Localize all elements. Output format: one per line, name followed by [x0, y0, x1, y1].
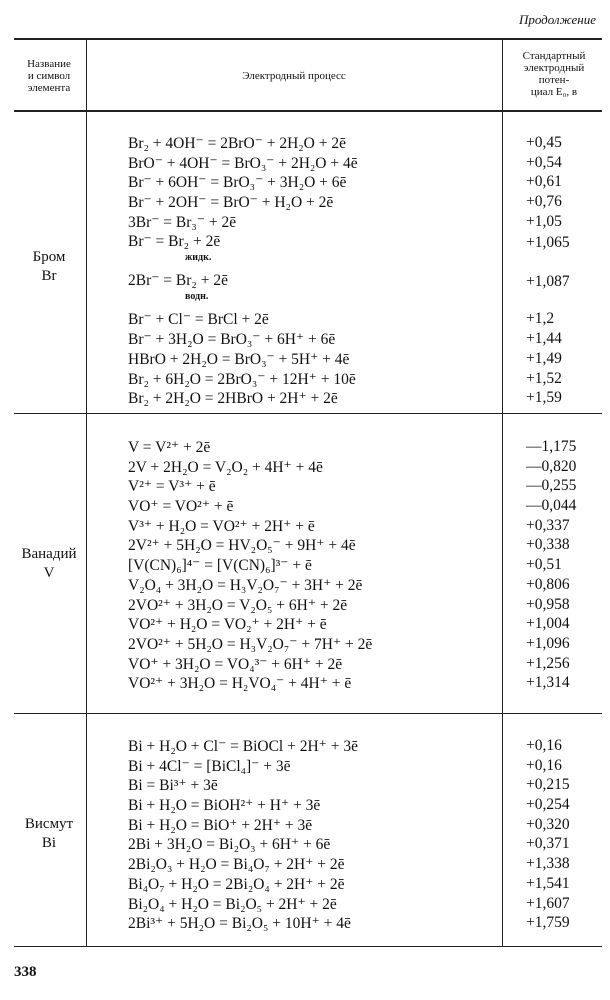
electrode-process: Br⁻ + 3H₂O = BrO₃⁻ + 6H⁺ + 6ē [128, 331, 336, 349]
section-divider [14, 413, 602, 414]
table-row [128, 458, 596, 478]
table-row [128, 438, 596, 458]
potential-value: +1,338 [526, 855, 570, 873]
table-row [128, 477, 596, 497]
electrode-process: 2Bi₂O₃ + H₂O = Bi₄O₇ + 2H⁺ + 2ē [128, 856, 345, 874]
potential-value: —0,044 [526, 497, 577, 515]
table-row [128, 330, 596, 350]
potential-value: +0,337 [526, 516, 570, 534]
potential-value: +0,45 [526, 134, 562, 151]
electrode-process: 2Bi³⁺ + 5H₂O = Bi₂O₅ + 10H⁺ + 4ē [128, 915, 351, 933]
table-row [128, 134, 596, 154]
electrode-process: Br₂ + 4OH⁻ = 2BrO⁻ + 2H₂O + 2ē [128, 135, 346, 152]
electrode-process: Bi + H₂O = BiO⁺ + 2H⁺ + 3ē [128, 816, 313, 834]
table-top-rule [14, 38, 602, 40]
potential-value: +1,314 [526, 674, 570, 692]
section-divider [14, 713, 602, 714]
table-row [128, 635, 596, 655]
header-potential: Стандартный электродный потен- циал E₀, в [522, 50, 586, 98]
table-row [128, 213, 596, 233]
potential-value: +0,320 [526, 815, 570, 833]
potential-value: +1,05 [526, 212, 562, 230]
table-row [128, 596, 596, 616]
table-row [128, 232, 596, 271]
electrode-process: Bi₄O₇ + H₂O = 2Bi₂O₄ + 2H⁺ + 2ē [128, 875, 345, 893]
electrode-process: 2VO²⁺ + 5H₂O = H₃V₂O₇⁻ + 7H⁺ + 2ē [128, 635, 373, 653]
table-row [128, 173, 596, 193]
table-row [128, 154, 596, 174]
electrode-process: V = V²⁺ + 2ē [128, 439, 211, 456]
potential-value: +1,096 [526, 634, 570, 652]
table-row [128, 674, 596, 694]
potential-value: +0,215 [526, 776, 570, 794]
electrode-process: VO⁺ = VO²⁺ + ē [128, 498, 234, 516]
potential-value: +0,76 [526, 193, 562, 211]
table-row [128, 536, 596, 556]
table-row [128, 271, 596, 310]
electrode-process: Bi + H₂O = BiOH²⁺ + H⁺ + 3ē [128, 797, 321, 815]
potential-value: +1,065 [526, 234, 570, 252]
table-row [128, 370, 596, 390]
electrode-process: 2VO²⁺ + 3H₂O = V₂O₅ + 6H⁺ + 2ē [128, 596, 348, 614]
potential-value: +0,16 [526, 737, 562, 754]
potential-value: +0,371 [526, 835, 570, 853]
table-row [128, 816, 596, 836]
header-element: Название и символ элемента [27, 58, 71, 94]
electrode-process: 2Bi + 3H₂O = Bi₂O₃ + 6H⁺ + 6ē [128, 836, 331, 854]
electrode-process: 2V + 2H₂O = V₂O₂ + 4H⁺ + 4ē [128, 458, 323, 476]
table-row [128, 855, 596, 875]
table-row [128, 497, 596, 517]
potential-value: —0,820 [526, 457, 577, 475]
bromine-rows [128, 134, 596, 409]
header-bottom-rule [14, 110, 602, 112]
electrode-process: [V(CN)₆]⁴⁻ = [V(CN)₆]³⁻ + ē [128, 557, 312, 575]
potential-value: +0,51 [526, 556, 562, 574]
table-row [128, 655, 596, 675]
potential-value: +1,59 [526, 389, 562, 407]
electrode-process: Br₂ + 2H₂O = 2HBrO + 2H⁺ + 2ē [128, 390, 338, 408]
continuation-label: Продолжение [518, 12, 596, 27]
electrode-process: V³⁺ + H₂O = VO²⁺ + 2H⁺ + ē [128, 517, 315, 535]
electrode-process: 3Br⁻ = Br₃⁻ + 2ē [128, 213, 237, 231]
state-note: жидк. [185, 252, 212, 264]
table-row [128, 796, 596, 816]
electrode-process: Br⁻ + 6OH⁻ = BrO₃⁻ + 3H₂O + 6ē [128, 174, 347, 192]
element-name: Ванадий V [21, 546, 77, 581]
potential-value: +0,806 [526, 575, 570, 593]
electrode-process: VO⁺ + 3H₂O = VO₄³⁻ + 6H⁺ + 2ē [128, 655, 343, 673]
electrode-process: 2V²⁺ + 5H₂O = HV₂O₅⁻ + 9H⁺ + 4ē [128, 537, 356, 555]
electrode-process: Bi = Bi³⁺ + 3ē [128, 777, 218, 795]
potential-value: +1,759 [526, 914, 570, 932]
table-bottom-rule [14, 946, 602, 947]
table-row [128, 576, 596, 596]
potential-value: +0,958 [526, 595, 570, 613]
table-row [128, 517, 596, 537]
bismuth-rows [128, 737, 596, 934]
table-row [128, 914, 596, 934]
potential-value: +1,52 [526, 369, 562, 387]
element-name: Бром Br [32, 249, 66, 284]
page-number: 338 [14, 964, 37, 980]
column-divider-left [86, 39, 87, 946]
electrode-process: Bi + H₂O + Cl⁻ = BiOCl + 2H⁺ + 3ē [128, 738, 358, 755]
table-row [128, 615, 596, 635]
potential-value: +1,2 [526, 310, 555, 328]
potential-value: +0,254 [526, 796, 570, 814]
table-row [128, 737, 596, 757]
electrode-process: Bi₂O₄ + H₂O = Bi₂O₅ + 2H⁺ + 2ē [128, 895, 337, 913]
table-row [128, 895, 596, 915]
table-row [128, 389, 596, 409]
electrode-process: V₂O₄ + 3H₂O = H₃V₂O₇⁻ + 3H⁺ + 2ē [128, 576, 363, 594]
electrode-process: V²⁺ = V³⁺ + ē [128, 478, 216, 496]
potential-value: +1,256 [526, 654, 570, 672]
table-row [128, 757, 596, 777]
potential-value: +1,607 [526, 894, 570, 912]
electrode-process: Bi + 4Cl⁻ = [BiCl₄]⁻ + 3ē [128, 757, 291, 775]
element-name: Висмут Bi [24, 816, 74, 851]
table-row [128, 776, 596, 796]
electrode-process: BrO⁻ + 4OH⁻ = BrO₃⁻ + 2H₂O + 4ē [128, 154, 358, 172]
potential-value: +0,61 [526, 173, 562, 191]
electrode-process: Br⁻ = Br₂ + 2ē [128, 233, 221, 251]
potential-value: —1,175 [526, 438, 577, 455]
table-row [128, 875, 596, 895]
potential-value: —0,255 [526, 477, 577, 495]
electrode-process: HBrO + 2H₂O = BrO₃⁻ + 5H⁺ + 4ē [128, 350, 350, 368]
electrode-process: Br⁻ + Cl⁻ = BrCl + 2ē [128, 311, 269, 329]
header-process: Электродный процесс [242, 70, 346, 82]
potential-value: +1,49 [526, 349, 562, 367]
vanadium-rows [128, 438, 596, 694]
table-row [128, 556, 596, 576]
potential-value: +0,16 [526, 756, 562, 774]
potential-value: +1,004 [526, 615, 570, 633]
state-note: водн. [185, 291, 209, 303]
table-row [128, 835, 596, 855]
potential-value: +1,44 [526, 330, 562, 348]
table-row [128, 310, 596, 330]
potential-value: +0,54 [526, 153, 562, 171]
electrode-process: VO²⁺ + 3H₂O = H₂VO₄⁻ + 4H⁺ + ē [128, 675, 352, 693]
potential-value: +0,338 [526, 536, 570, 554]
potential-value: +1,087 [526, 273, 570, 291]
electrode-process: Br₂ + 6H₂O = 2BrO₃⁻ + 12H⁺ + 10ē [128, 370, 356, 388]
table-row [128, 350, 596, 370]
electrode-process: VO²⁺ + H₂O = VO₂⁺ + 2H⁺ + ē [128, 616, 327, 634]
table-row [128, 193, 596, 213]
electrode-process: 2Br⁻ = Br₂ + 2ē [128, 272, 228, 290]
electrode-process: Br⁻ + 2OH⁻ = BrO⁻ + H₂O + 2ē [128, 194, 334, 212]
potential-value: +1,541 [526, 874, 570, 892]
